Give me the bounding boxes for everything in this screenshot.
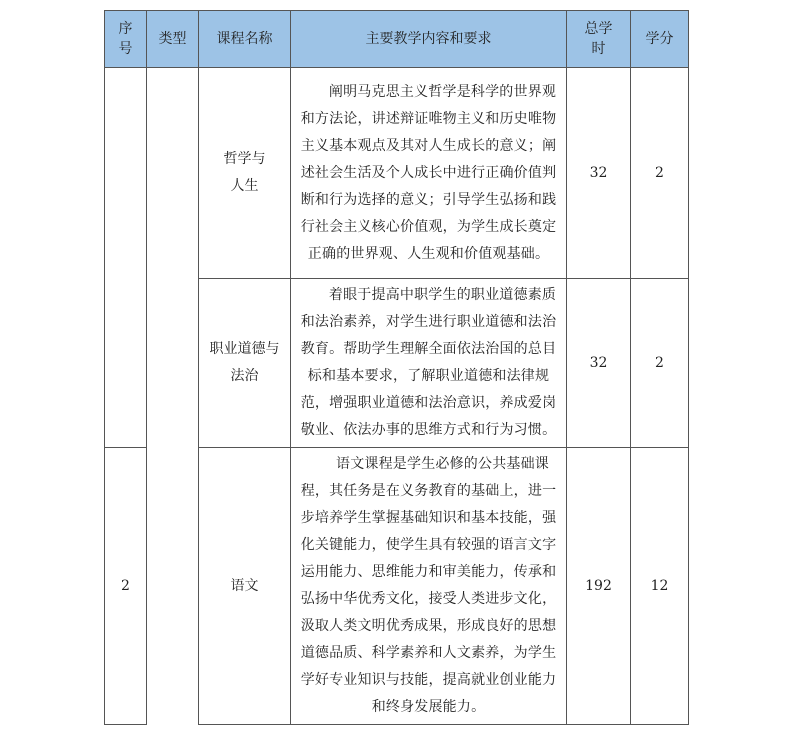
course-name-cell: 哲学与人生 [199, 68, 291, 279]
table-header-row [105, 11, 689, 68]
seq-cell [105, 68, 147, 279]
header-type: 类型 [147, 11, 199, 68]
type-cell [147, 68, 199, 725]
credits-cell: 2 [631, 279, 689, 448]
header-credits: 学分 [631, 11, 689, 68]
hours-cell: 192 [567, 448, 631, 725]
seq-cell [105, 279, 147, 448]
content-cell: 语文课程是学生必修的公共基础课程，其任务是在义务教育的基础上，进一步培养学生掌握基础知识和基本技能，强化关键能力，使学生具有较强的语言文字运用能力、思维能力和审美能力，传承和弘扬中华优秀文化，接受人类进步文化，汲取人类文明优秀成果，形成良好的思想道德品质、科学素养和人文素养，为学生学好专业知识与技能，提高就业创业能力和终身发展能力。 [291, 448, 567, 725]
hours-cell: 32 [567, 68, 631, 279]
content-cell: 阐明马克思主义哲学是科学的世界观和方法论，讲述辩证唯物主义和历史唯物主义基本观点及其对人生成长的意义；阐述社会生活及个人成长中进行正确价值判断和行为选择的意义；引导学生弘扬和践行社会主义核心价值观，为学生成长奠定正确的世界观、人生观和价值观基础。 [291, 68, 567, 279]
header-seq: 序号 [105, 11, 147, 68]
seq-cell: 2 [105, 448, 147, 725]
course-name-cell: 语文 [199, 448, 291, 725]
header-course-name: 课程名称 [199, 11, 291, 68]
credits-cell: 2 [631, 68, 689, 279]
course-name-cell: 职业道德与法治 [199, 279, 291, 448]
credits-cell: 12 [631, 448, 689, 725]
content-cell: 着眼于提高中职学生的职业道德素质和法治素养，对学生进行职业道德和法治教育。帮助学生理解全面依法治国的总目标和基本要求，了解职业道德和法律规范，增强职业道德和法治意识，养成爱岗敬业、依法办事的思维方式和行为习惯。 [291, 279, 567, 448]
curriculum-table [104, 10, 689, 725]
table-row [105, 68, 689, 279]
header-content: 主要教学内容和要求 [291, 11, 567, 68]
hours-cell: 32 [567, 279, 631, 448]
header-hours: 总学时 [567, 11, 631, 68]
